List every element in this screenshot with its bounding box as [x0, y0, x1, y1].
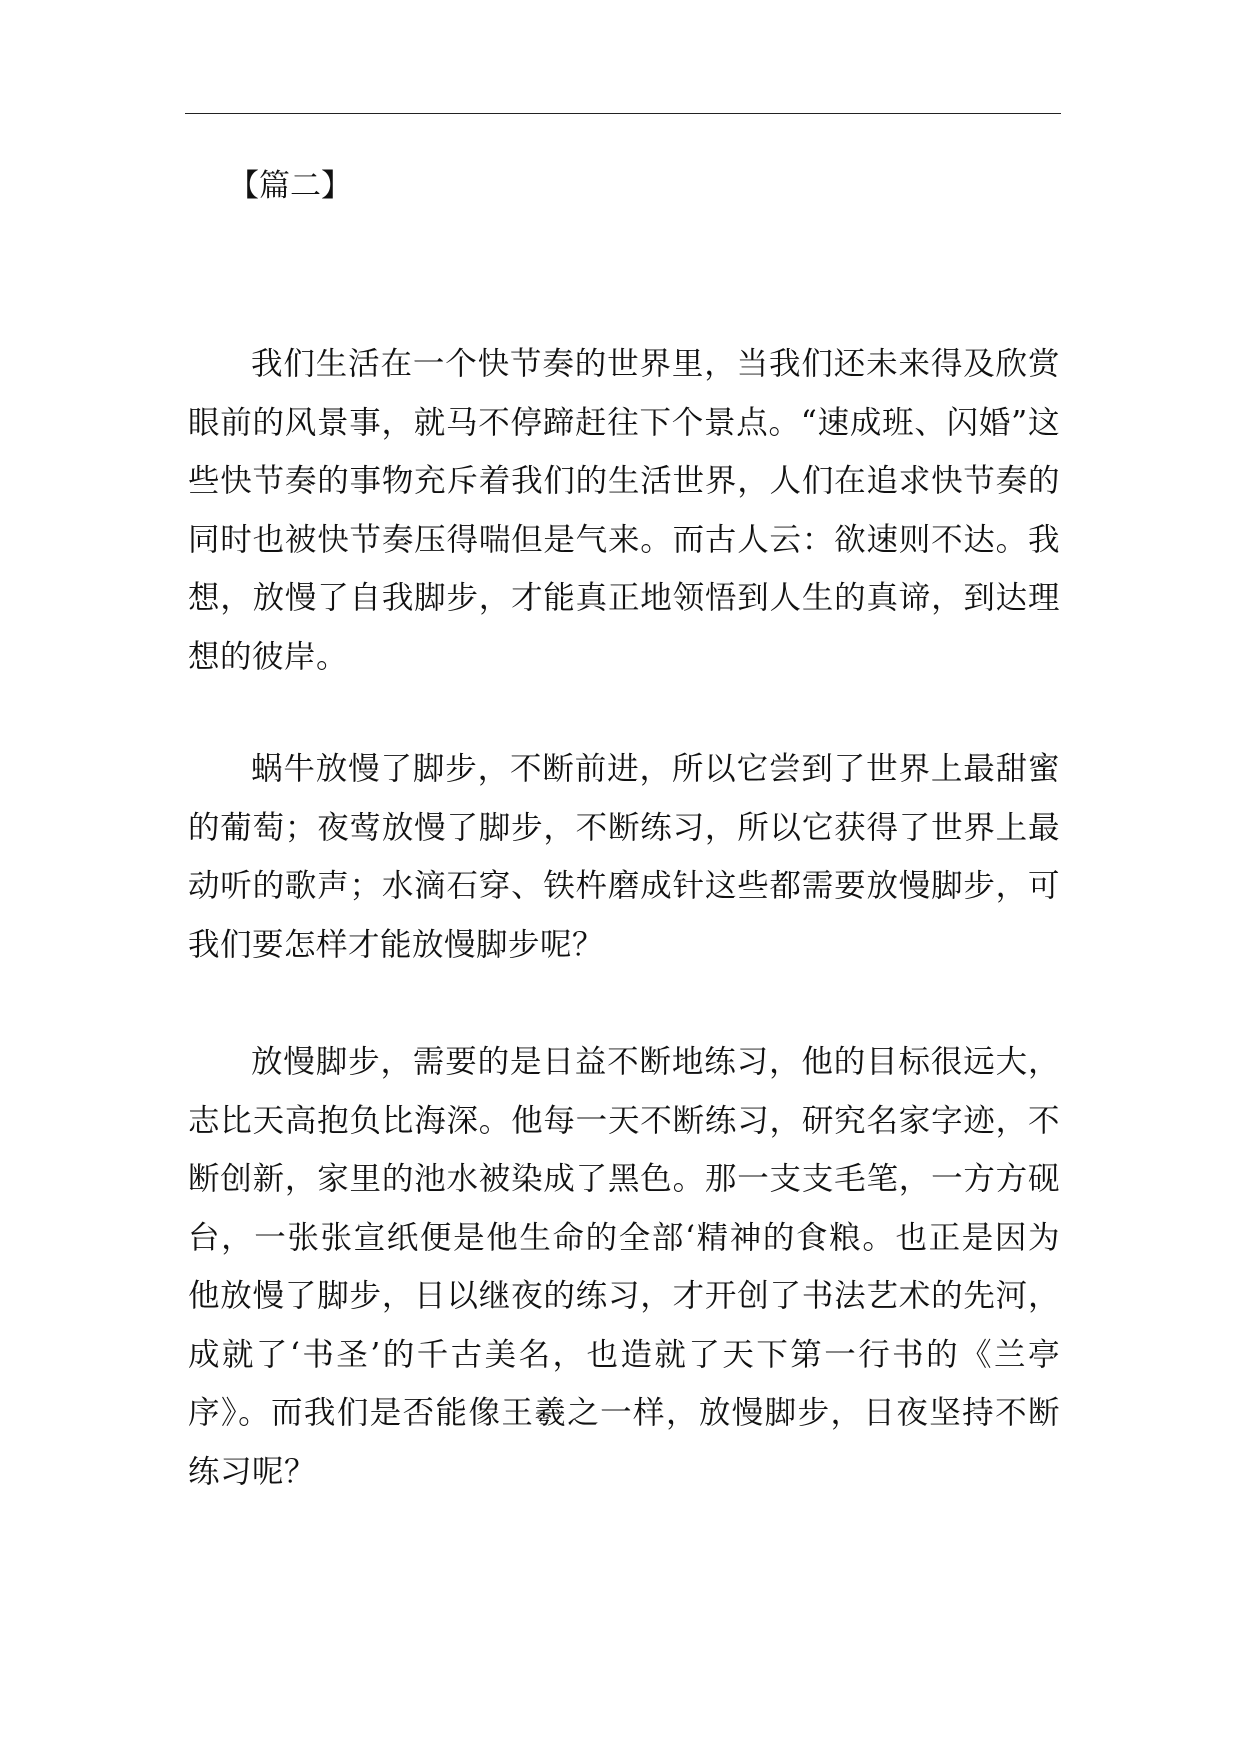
header-divider	[185, 113, 1061, 114]
paragraph-2: 蜗牛放慢了脚步，不断前进，所以它尝到了世界上最甜蜜的葡萄；夜莺放慢了脚步，不断练习，所以它获得了世界上最动听的歌声；水滴石穿、铁杵磨成针这些都需要放慢脚步，可我们要怎样才能放慢脚步呢？	[188, 751, 1060, 963]
paragraph-3: 放慢脚步，需要的是日益不断地练习，他的目标很远大，志比天高抱负比海深。他每一天不断练习，研究名家字迹，不断创新，家里的池水被染成了黑色。那一支支毛笔，一方方砚台，一张张宣纸便是他生命的全部‘精神的食粮。也正是因为他放慢了脚步，日以继夜的练习，才开创了书法艺术的先河，成就了‘书圣’的千古美名，也造就了天下第一行书的《兰亭序》。而我们是否能像王羲之一样，放慢脚步，日夜坚持不断练习呢？	[188, 1044, 1060, 1490]
section-heading: 【篇二】	[228, 168, 352, 204]
paragraph-1: 我们生活在一个快节奏的世界里，当我们还未来得及欣赏眼前的风景事，就马不停蹄赶往下个景点。“速成班、闪婚”这些快节奏的事物充斥着我们的生活世界，人们在追求快节奏的同时也被快节奏压得喘但是气来。而古人云：欲速则不达。我想，放慢了自我脚步，才能真正地领悟到人生的真谛，到达理想的彼岸。	[188, 346, 1060, 675]
